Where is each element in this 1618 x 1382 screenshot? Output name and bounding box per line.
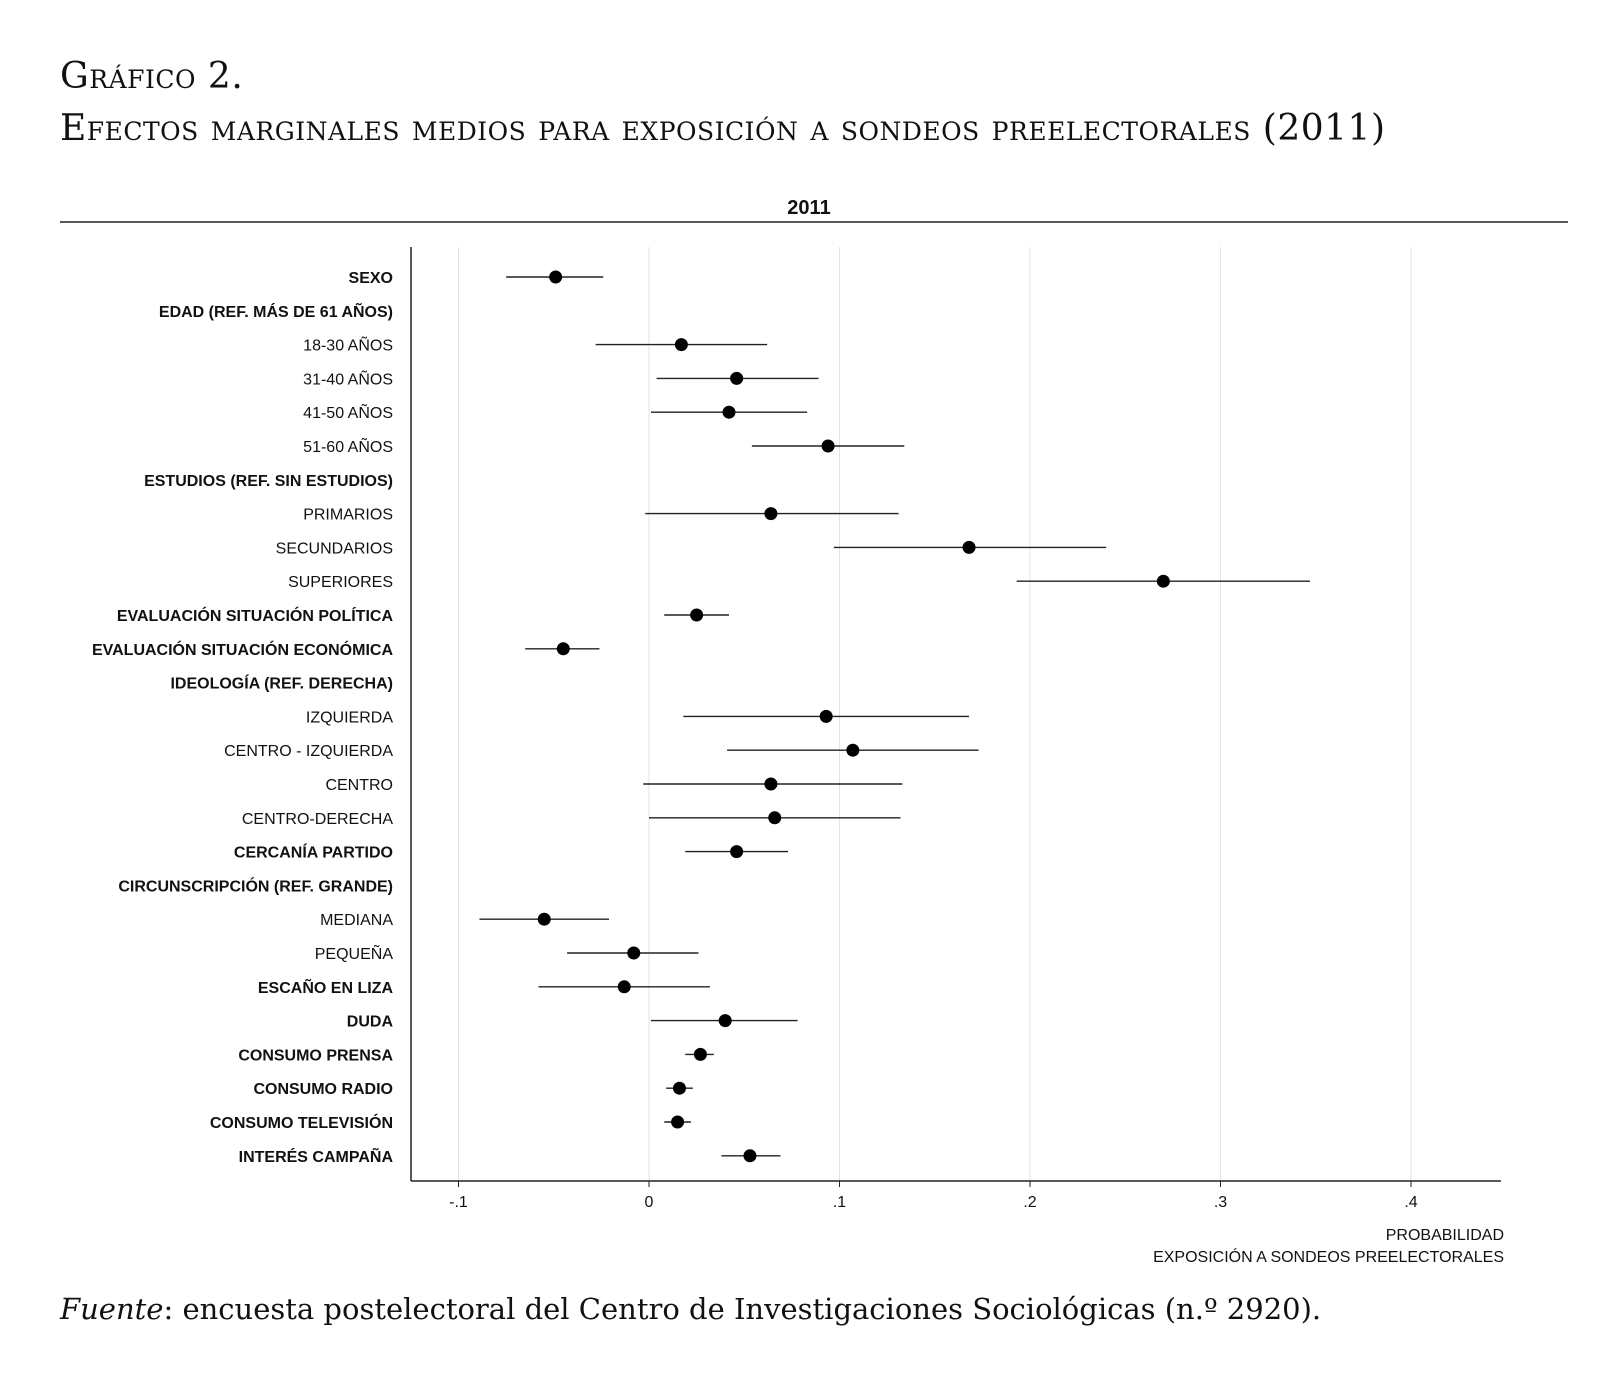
point-estimate: [846, 744, 859, 757]
coefficient-row: [159, 301, 393, 321]
figure-label: Gráfico 2.: [60, 56, 244, 97]
x-tick-label: .1: [832, 1194, 847, 1211]
coefficient-row: [224, 743, 978, 760]
point-estimate: [764, 778, 777, 791]
point-estimate: [673, 1082, 686, 1095]
row-label: EVALUACIÓN SITUACIÓN ECONÓMICA: [91, 641, 393, 659]
coefficient-row: [303, 507, 898, 524]
coefficient-row: [258, 977, 710, 997]
coefficient-row: [92, 640, 600, 659]
row-label: EVALUACIÓN SITUACIÓN POLÍTICA: [116, 608, 393, 625]
x-axis-label-line1: PROBABILIDAD: [1385, 1227, 1504, 1244]
coefficient-row: [239, 1146, 781, 1166]
coefficient-row: [303, 402, 807, 422]
coefficient-row: [303, 335, 767, 355]
x-tick-label: -.1: [449, 1194, 468, 1211]
coefficient-row: [288, 574, 1310, 591]
point-estimate: [764, 507, 777, 520]
x-tick-label: 0: [644, 1194, 654, 1211]
row-label: ESCAÑO EN LIZA: [257, 979, 393, 997]
source-label: Fuente: [60, 1292, 164, 1326]
point-estimate: [618, 980, 631, 993]
point-estimate: [549, 271, 562, 284]
x-tick-label: .2: [1023, 1194, 1037, 1211]
row-label: CERCANÍA PARTIDO: [233, 844, 393, 862]
x-tick-label: .4: [1404, 1194, 1418, 1211]
row-label: IZQUIERDA: [305, 709, 393, 727]
coefficient-row: [303, 436, 904, 456]
row-label: INTERÉS CAMPAÑA: [238, 1148, 393, 1166]
point-estimate: [675, 338, 688, 351]
point-estimate: [538, 913, 551, 926]
coefficient-row: [210, 1113, 691, 1132]
row-label: PEQUEÑA: [314, 946, 393, 963]
grid-lines: [459, 247, 1412, 1181]
row-label: 31-40 AÑOS: [303, 371, 393, 389]
point-estimate: [963, 541, 976, 554]
coefficient-row: [238, 1047, 713, 1064]
row-label: DUDA: [346, 1013, 393, 1031]
row-label: IDEOLOGÍA (REF. DERECHA): [170, 675, 393, 693]
row-label: 51-60 AÑOS: [303, 439, 393, 456]
point-estimate: [743, 1149, 756, 1162]
coefficient-row: [253, 1081, 692, 1098]
coefficient-row: [347, 1014, 798, 1031]
row-label: EDAD (REF. MÁS DE 61 AÑOS): [158, 303, 393, 321]
coefficient-row: [325, 777, 902, 794]
figure-title: Efectos marginales medios para exposición a sondeos preelectorales (2011): [60, 108, 1386, 149]
point-estimate: [820, 710, 833, 723]
coefficient-row: [144, 473, 393, 490]
coefficient-row: [118, 876, 393, 895]
row-label: CENTRO - IZQUIERDA: [224, 743, 393, 761]
figure-source: [60, 1292, 1321, 1326]
row-label: PRIMARIOS: [303, 506, 393, 524]
row-label: MEDIANA: [320, 912, 393, 930]
point-estimate: [627, 947, 640, 960]
coefficient-row: [349, 270, 604, 287]
point-estimate: [723, 406, 736, 419]
x-tick-label: .3: [1213, 1194, 1228, 1211]
row-label: CONSUMO RADIO: [253, 1081, 393, 1099]
row-label: CENTRO: [325, 777, 393, 794]
coefficient-row: [276, 540, 1107, 557]
coefficient-rows: [92, 270, 1310, 1166]
row-label: CONSUMO TELEVISIÓN: [209, 1115, 393, 1132]
coefficient-row: [303, 368, 818, 388]
row-label: 41-50 AÑOS: [303, 405, 393, 423]
row-label: ESTUDIOS (REF. SIN ESTUDIOS): [144, 472, 393, 490]
row-label: CENTRO-DERECHA: [241, 810, 393, 828]
point-estimate: [719, 1014, 732, 1027]
coefficient-row: [306, 709, 969, 726]
source-text: : encuesta postelectoral del Centro de Investigaciones Sociológicas (n.º 2920).: [163, 1292, 1322, 1326]
coefficient-row: [315, 943, 699, 963]
axes: [411, 247, 1501, 1181]
point-estimate: [694, 1048, 707, 1061]
point-estimate: [768, 811, 781, 824]
row-label: SEXO: [348, 270, 393, 287]
coefficient-row: [170, 674, 393, 693]
row-label: CIRCUNSCRIPCIÓN (REF. GRANDE): [118, 878, 393, 896]
coefficient-row: [320, 912, 609, 929]
row-label: 18-30 AÑOS: [303, 337, 393, 355]
coefficient-row: [234, 843, 788, 862]
coefficient-row: [117, 606, 729, 625]
point-estimate: [1157, 575, 1170, 588]
row-label: CONSUMO PRENSA: [238, 1047, 393, 1065]
point-estimate: [671, 1116, 684, 1129]
point-estimate: [557, 642, 570, 655]
x-axis-label-line2: EXPOSICIÓN A SONDEOS PREELECTORALES: [1153, 1249, 1504, 1266]
point-estimate: [690, 609, 703, 622]
point-estimate: [730, 845, 743, 858]
point-estimate: [730, 372, 743, 385]
row-label: SUPERIORES: [288, 574, 393, 592]
x-tick-labels: [449, 1181, 1418, 1211]
coefficient-row: [242, 811, 901, 828]
row-label: SECUNDARIOS: [275, 540, 393, 558]
chart-subtitle: 2011: [787, 197, 831, 219]
point-estimate: [822, 440, 835, 453]
